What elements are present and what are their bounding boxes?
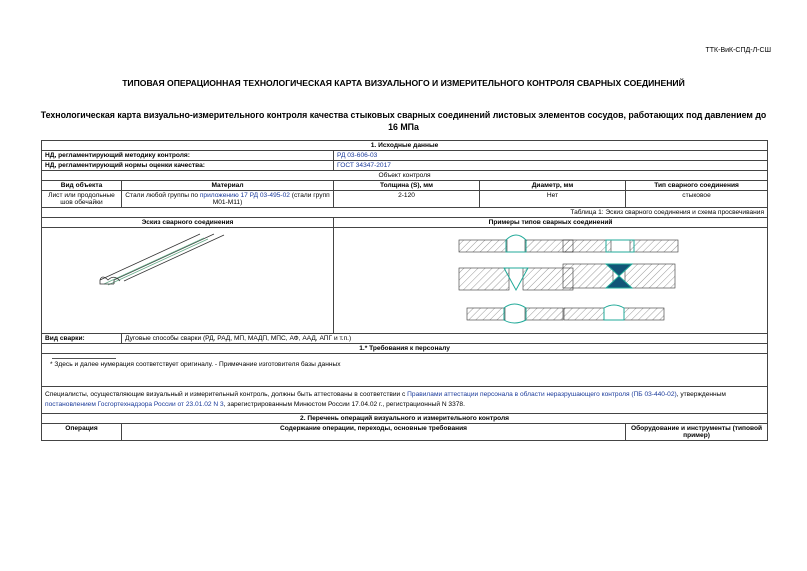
section11-title: 1.* Требования к персоналу: [42, 344, 768, 354]
section1-table: [41, 140, 768, 441]
section2-title: 2. Перечень операций визуального и измерительного контроля: [42, 414, 768, 424]
data-sheet: [41, 140, 767, 441]
example-joint-4: [563, 264, 675, 288]
joint-type-cell: стыковое: [626, 191, 768, 208]
header-content: Содержание операции, переходы, основные требования: [122, 424, 626, 441]
footnote-text: * Здесь и далее нумерация соответствует оригиналу. - Примечание изготовителя базы данных: [50, 361, 341, 368]
object-title: Объект контроля: [42, 171, 768, 181]
weld-examples-image: [334, 228, 766, 333]
example-joint-6: [564, 305, 664, 320]
header-material: Материал: [122, 181, 334, 191]
example-joint-1: [459, 235, 573, 252]
norms-link[interactable]: ГОСТ 34347-2017: [334, 161, 768, 171]
header-diameter: Диаметр, мм: [480, 181, 626, 191]
main-title: ТИПОВАЯ ОПЕРАЦИОННАЯ ТЕХНОЛОГИЧЕСКАЯ КАРТА ВИЗУАЛЬНОГО И ИЗМЕРИТЕЛЬНОГО КОНТРОЛЯ СВАРНЫХ СОЕДИНЕНИЙ: [122, 78, 685, 88]
thickness-cell: 2-120: [334, 191, 480, 208]
personnel-requirements: Специалисты, осуществляющие визуальный и измерительный контроль, должны быть аттестованы в соответствии с Правилами аттестации персонала в области неразрушающего контроля (ПБ 03-440-02), утвержденным постановлением Госгортехнадзора России от 23.01.02 N 3, зарегистрированным Минюстом России 17.04.02 г., регистрационный N 3378.: [42, 387, 768, 414]
footnote-cell: [42, 354, 768, 387]
material-link[interactable]: приложению 17 РД 03-495-02: [199, 192, 290, 199]
header-joint-type: Тип сварного соединения: [626, 181, 768, 191]
section1-title: 1. Исходные данные: [42, 141, 768, 151]
example-joint-5: [467, 304, 563, 323]
norms-label: НД, регламентирующий нормы оценки качества:: [42, 161, 334, 171]
material-cell: Стали любой группы по приложению 17 РД 03-495-02 (стали групп М01-М11): [122, 191, 334, 208]
subtitle: Технологическая карта визуально-измерительного контроля качества стыковых сварных соединений листовых элементов сосудов, работающих под давлением до 16 МПа: [40, 110, 767, 132]
header-thickness: Толщина (S), мм: [334, 181, 480, 191]
weld-sketch-image: [42, 228, 334, 333]
examples-header: Примеры типов сварных соединений: [334, 218, 768, 228]
table-caption: Таблица 1: Эскиз сварного соединения и схема просвечивания: [42, 208, 768, 218]
gosgortekhnadzor-link[interactable]: постановлением Госгортехнадзора России от 23.01.02 N 3: [45, 401, 224, 408]
header-object-type: Вид объекта: [42, 181, 122, 191]
example-joint-3: [459, 268, 573, 290]
header-operation: Операция: [42, 424, 122, 441]
weld-type-value: Дуговые способы сварки (РД, РАД, МП, МАДП, МПС, АФ, ААД, АПГ и т.п.): [122, 334, 768, 344]
example-joint-2: [563, 240, 678, 252]
method-label: НД, регламентирующий методику контроля:: [42, 151, 334, 161]
weld-type-label: Вид сварки:: [42, 334, 122, 344]
sketch-header: Эскиз сварного соединения: [42, 218, 334, 228]
examples-cell: [334, 228, 768, 334]
document-code: ТТК-ВиК-СПД-Л-СШ: [705, 47, 771, 54]
header-equipment: Оборудование и инструменты (типовой пример): [626, 424, 768, 441]
diameter-cell: Нет: [480, 191, 626, 208]
object-type-cell: Лист или продольные шов обечайки: [42, 191, 122, 208]
method-link[interactable]: РД 03-606-03: [334, 151, 768, 161]
weld-sketch-cell: [42, 228, 334, 334]
attestation-rules-link[interactable]: Правилами аттестации персонала в области неразрушающего контроля (ПБ 03-440-02): [407, 391, 677, 398]
